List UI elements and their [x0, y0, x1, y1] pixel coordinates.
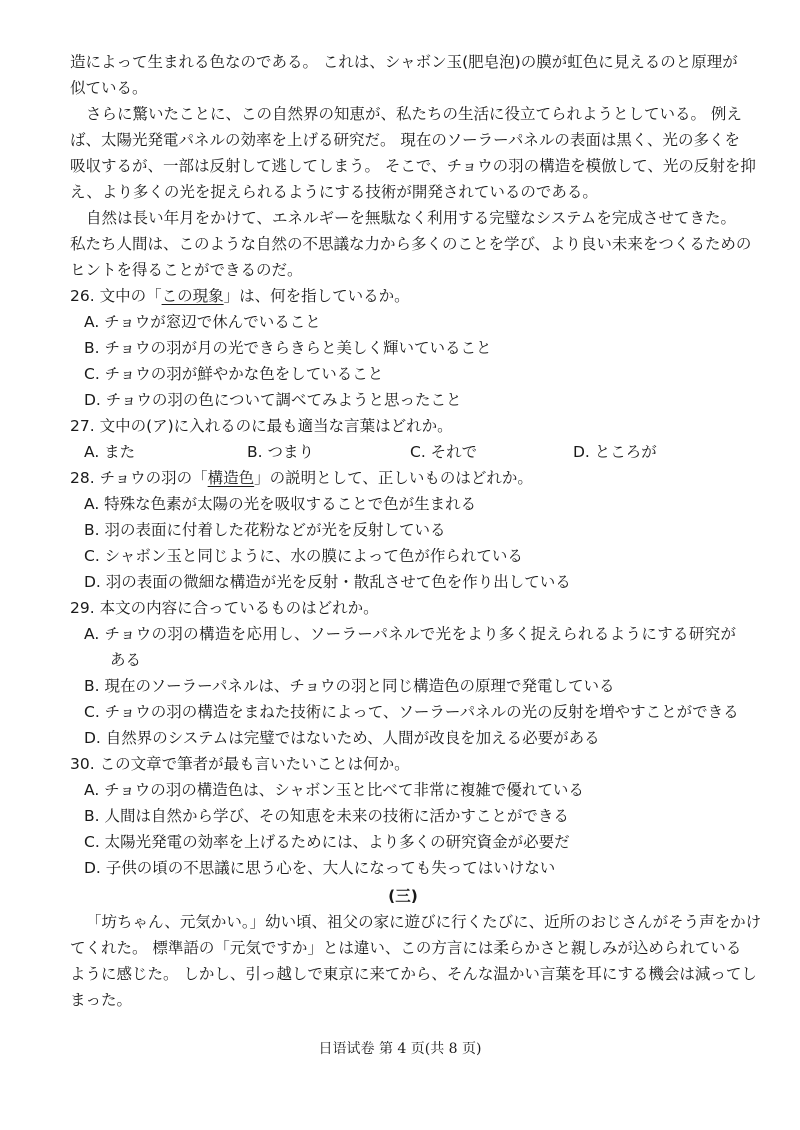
- question-text: 26. 文中の「: [70, 287, 162, 305]
- question-text: 」は、何を指しているか。: [223, 287, 410, 305]
- option: B. 人間は自然から学び、その知恵を未来の技術に活かすことができる: [84, 807, 569, 825]
- option: A. 特殊な色素が太陽の光を吸収することで色が生まれる: [84, 495, 477, 513]
- passage-line: 造によって生まれる色なのである。 これは、シャボン玉(肥皂泡)の膜が虹色に見えるのと原理が: [70, 53, 738, 71]
- exam-page: [70, 49, 762, 1013]
- option: C. シャボン玉と同じように、水の膜によって色が作られている: [84, 547, 523, 565]
- passage-line: 「坊ちゃん、元気かい。」幼い頃、祖父の家に遊びに行くたびに、近所のおじさんがそう声をかけ: [86, 913, 762, 931]
- passage-line: 吸収するが、一部は反射して逃してしまう。 そこで、チョウの羽の構造を模倣して、光の反射を抑: [70, 157, 756, 175]
- option: A. チョウの羽の構造色は、シャボン玉と比べて非常に複雑で優れている: [84, 781, 584, 799]
- passage-line: 自然は長い年月をかけて、エネルギーを無駄なく利用する完璧なシステムを完成させてきた。: [86, 209, 736, 227]
- passage-line: てくれた。 標準語の「元気ですか」とは違い、この方言には柔らかさと親しみが込められている: [70, 939, 742, 957]
- option: B. チョウの羽が月の光できらきらと美しく輝いていること: [84, 339, 492, 357]
- option: D. 自然界のシステムは完璧ではないため、人間が改良を加える必要がある: [84, 729, 600, 747]
- option: C. それで: [410, 443, 478, 461]
- option: C. チョウの羽の構造をまねた技術によって、ソーラーパネルの光の反射を増やすことができる: [84, 703, 739, 721]
- passage-line: まった。: [70, 991, 133, 1009]
- option: A. チョウの羽の構造を応用し、ソーラーパネルで光をより多く捉えられるようにする研究が: [84, 625, 736, 643]
- option: B. 羽の表面に付着した花粉などが光を反射している: [84, 521, 446, 539]
- passage-line: え、より多くの光を捉えられるようにする技術が開発されているのである。: [70, 183, 598, 201]
- underlined-term: この現象: [161, 287, 224, 305]
- option: B. つまり: [247, 443, 314, 461]
- question-26: [70, 283, 736, 309]
- option: D. ところが: [573, 443, 657, 461]
- option: C. 太陽光発電の効率を上げるためには、より多くの研究資金が必要だ: [84, 833, 570, 851]
- underlined-term: 構造色: [207, 469, 255, 487]
- passage-line: ヒントを得ることができるのだ。: [70, 261, 303, 279]
- option: A. チョウが窓辺で休んでいること: [84, 313, 321, 331]
- passage-line: ように感じた。 しかし、引っ越しで東京に来てから、そんな温かい言葉を耳にする機会は減ってし: [70, 965, 757, 983]
- option: D. 羽の表面の微細な構造が光を反射・散乱させて色を作り出している: [84, 573, 571, 591]
- option: C. チョウの羽が鮮やかな色をしていること: [84, 365, 384, 383]
- question-27: 27. 文中の(ア)に入れるのに最も適当な言葉はどれか。: [70, 417, 453, 435]
- question-29: 29. 本文の内容に合っているものはどれか。: [70, 599, 379, 617]
- option: A. また: [84, 443, 136, 461]
- passage-line: 私たち人間は、このような自然の不思議な力から多くのことを学び、より良い未来をつくるための: [70, 235, 752, 253]
- question-30: 30. この文章で筆者が最も言いたいことは何か。: [70, 755, 410, 773]
- passage-line: さらに驚いたことに、この自然界の知恵が、私たちの生活に役立てられようとしている。 例え: [86, 105, 742, 123]
- option-row: [70, 439, 736, 465]
- section-heading: (三): [388, 887, 418, 905]
- passage-line: ば、太陽光発電パネルの効率を上げる研究だ。 現在のソーラーパネルの表面は黒く、光の多くを: [70, 131, 741, 149]
- option-continuation: ある: [110, 651, 142, 669]
- option: B. 現在のソーラーパネルは、チョウの羽と同じ構造色の原理で発電している: [84, 677, 615, 695]
- page-footer: 日语试卷 第 4 页(共 8 页): [318, 1041, 482, 1057]
- question-text: 」の説明として、正しいものはどれか。: [254, 469, 533, 487]
- question-text: 28. チョウの羽の「: [70, 469, 208, 487]
- passage-line: 似ている。: [70, 79, 148, 97]
- option: D. 子供の頃の不思議に思う心を、大人になっても失ってはいけない: [84, 859, 556, 877]
- question-28: [70, 465, 736, 491]
- option: D. チョウの羽の色について調べてみようと思ったこと: [84, 391, 462, 409]
